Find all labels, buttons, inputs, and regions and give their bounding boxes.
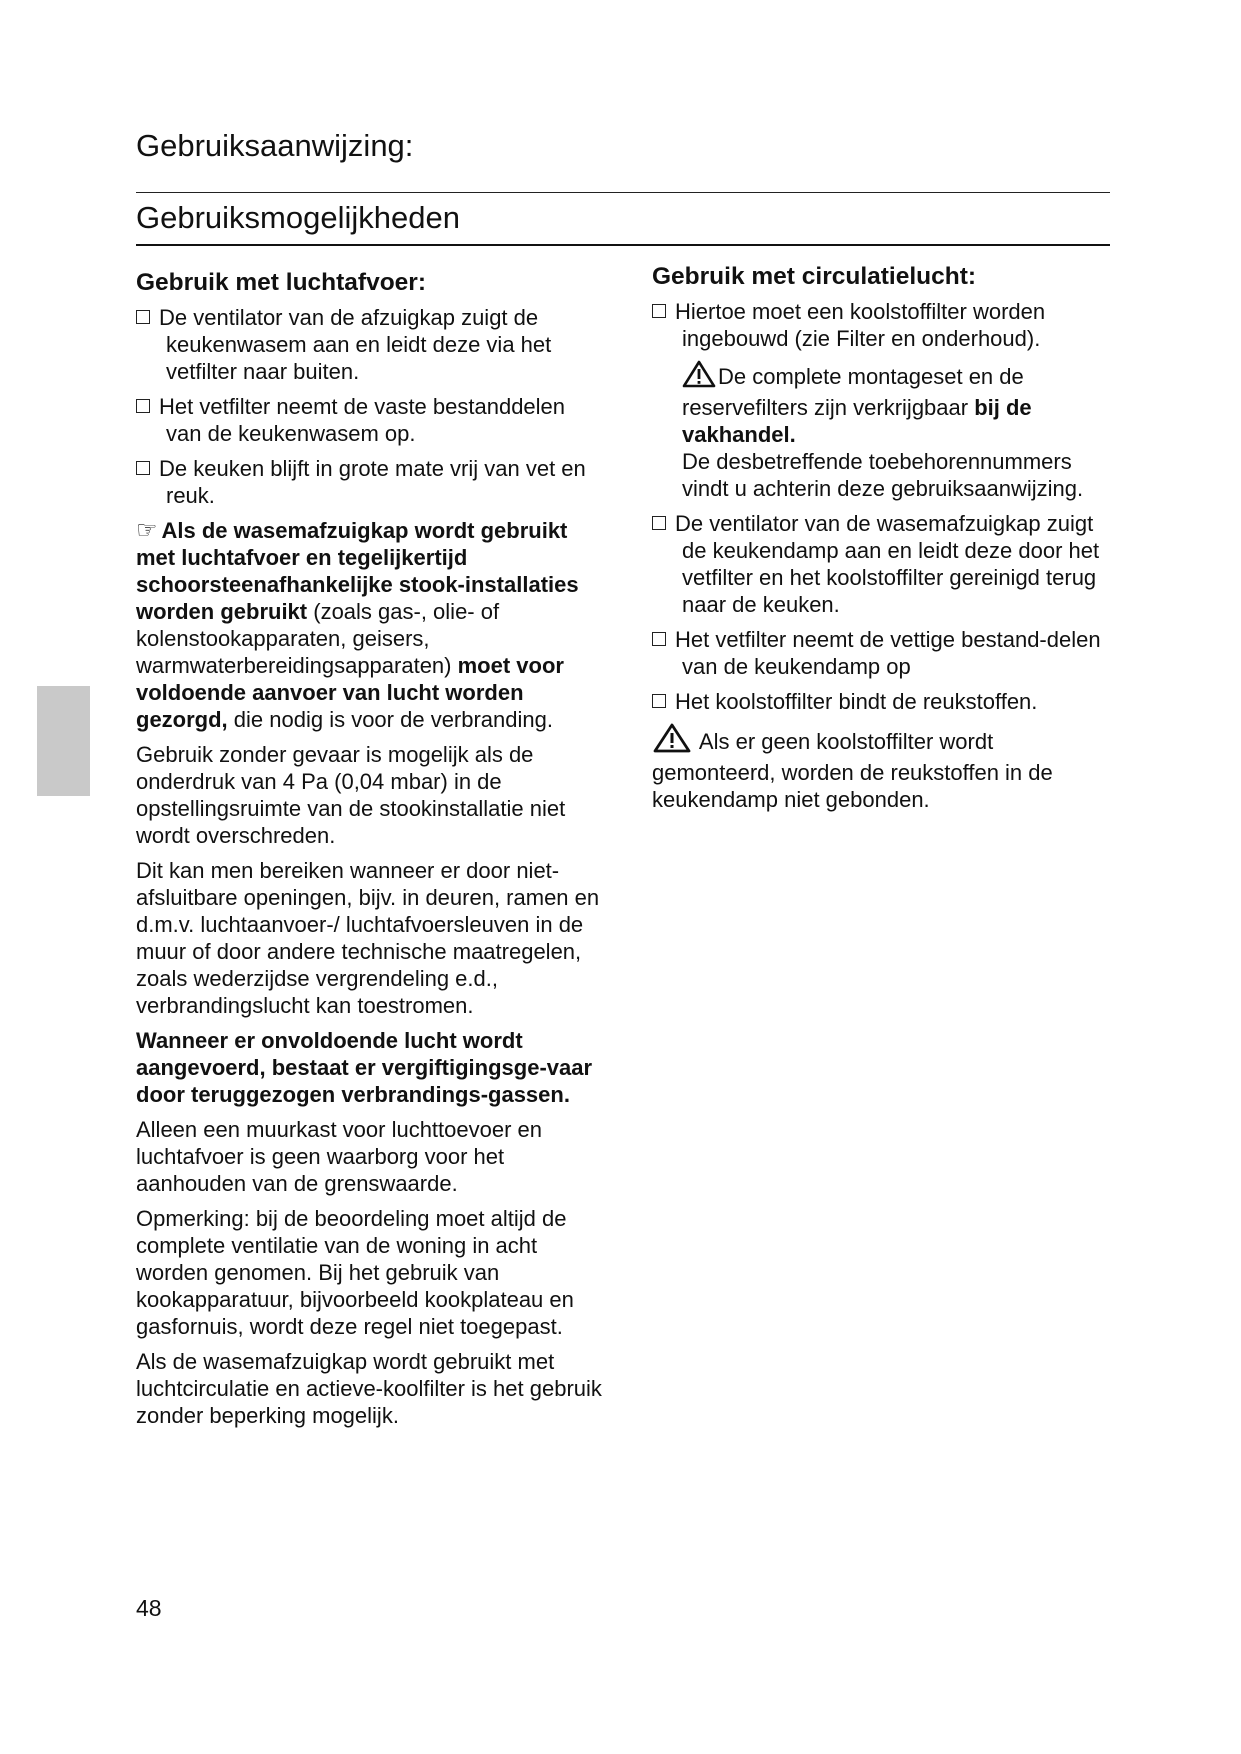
checkbox-bullet-icon [136,461,150,475]
checkbox-bullet-icon [136,310,150,324]
list-item: De ventilator van de wasemafzuigkap zuigt de keukendamp aan en leidt deze door het vetfilter en het koolstoffilter gereinigd terug naar de keuken. [652,510,1122,618]
montageset-warning: De complete montageset en de reservefilters zijn verkrijgbaar bij de vakhandel. De desbetreffende toebehorennummers vindt u achterin deze gebruiksaanwijzing. [652,360,1122,502]
paragraph: Gebruik zonder gevaar is mogelijk als de onderdruk van 4 Pa (0,04 mbar) in de opstellingsruimte van de stookinstallatie niet wordt overschreden. [136,742,566,848]
list-item: De ventilator van de afzuigkap zuigt de keukenwasem aan en leidt deze via het vetfilter naar buiten. [136,304,606,385]
luchtafvoer-warning: ☞ Als de wasemafzuigkap wordt gebruikt met luchtafvoer en tegelijkertijd schoorsteenafhankelijke stook-installaties worden gebruikt (zoals gas-, olie- of kolenstookapparaten, geisers, warmwaterbereidingsapparaten) moet voor voldoende aanvoer van lucht worden gezorgd, die nodig is voor de verbranding. [136,517,579,732]
left-column [136,268,606,1437]
paragraph: Alleen een muurkast voor luchttoevoer en luchtafvoer is geen waarborg voor het aanhouden van de grenswaarde. [136,1117,543,1196]
bold-warning: Wanneer er onvoldoende lucht wordt aangevoerd, bestaat er vergiftigingsge-vaar door teruggezogen verbrandings-gassen. [136,1028,593,1107]
right-heading: Gebruik met circulatielucht: [652,263,977,290]
list-item: Het koolstoffilter bindt de reukstoffen. [652,688,1122,715]
paragraph: Dit kan men bereiken wanneer er door niet-afsluitbare openingen, bijv. in deuren, ramen en d.m.v. luchtaanvoer-/ luchtafvoersleuven in de muur of door andere technische maatregelen, zoals wederzijdse vergrendeling e.d., verbrandingslucht kan toestromen. [136,858,600,1018]
left-heading: Gebruik met luchtafvoer: [136,269,426,296]
right-column [652,262,1122,821]
page-number: 48 [136,1595,162,1621]
header-divider [136,192,1110,193]
warning-triangle-icon [652,723,692,759]
pointing-hand-icon: ☞ [136,517,158,544]
list-item: Hiertoe moet een koolstoffilter worden ingebouwd (zie Filter en onderhoud). [652,298,1122,352]
paragraph: Als de wasemafzuigkap wordt gebruikt met luchtcirculatie en actieve-koolfilter is het gebruik zonder beperking mogelijk. [136,1349,602,1428]
section-divider [136,244,1110,246]
checkbox-bullet-icon [652,304,666,318]
document-header-title: Gebruiksaanwijzing: [136,128,414,163]
chapter-side-tab [37,686,90,796]
checkbox-bullet-icon [652,516,666,530]
list-item: Het vetfilter neemt de vettige bestand-delen van de keukendamp op [652,626,1122,680]
checkbox-bullet-icon [652,694,666,708]
section-title: Gebruiksmogelijkheden [136,200,460,235]
warning-triangle-icon [682,360,716,394]
list-item: De keuken blijft in grote mate vrij van vet en reuk. [136,455,606,509]
koolstoffilter-warning: Als er geen koolstoffilter wordt gemonteerd, worden de reukstoffen in de keukendamp niet gebonden. [652,723,1122,813]
checkbox-bullet-icon [136,399,150,413]
list-item: Het vetfilter neemt de vaste bestanddelen van de keukenwasem op. [136,393,606,447]
paragraph: Opmerking: bij de beoordeling moet altijd de complete ventilatie van de woning in acht worden genomen. Bij het gebruik van kookapparatuur, bijvoorbeeld kookplateau en gasfornuis, wordt deze regel niet toegepast. [136,1206,574,1339]
checkbox-bullet-icon [652,632,666,646]
